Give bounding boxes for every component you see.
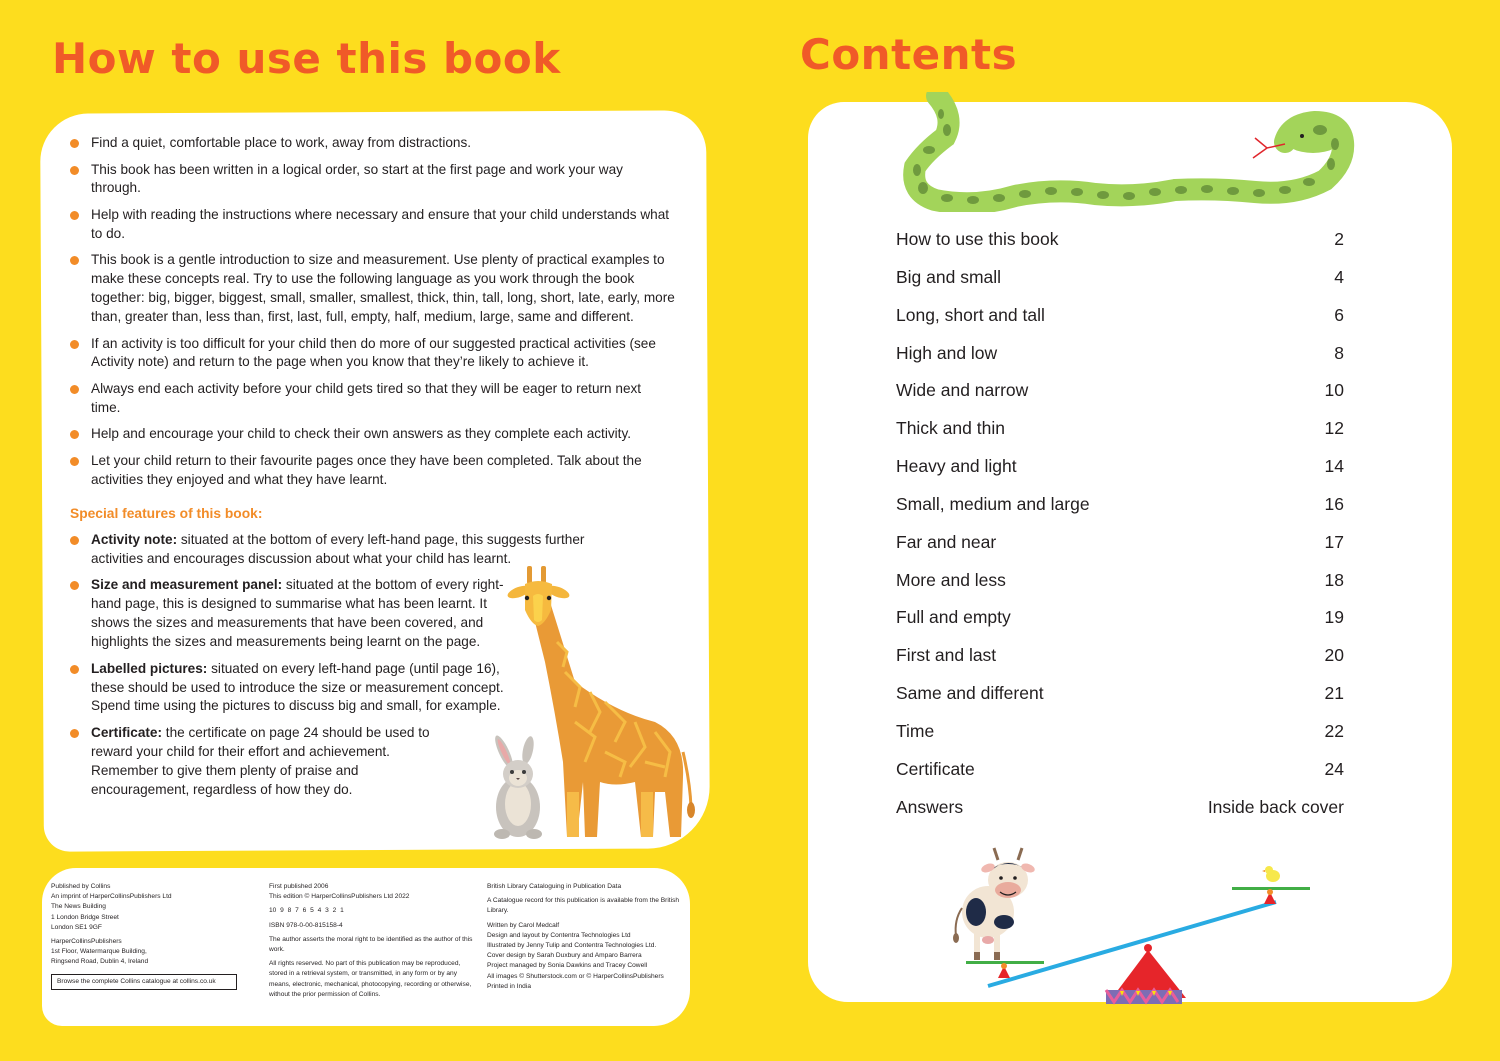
toc-label: Time bbox=[896, 720, 935, 741]
toc-page: 21 bbox=[1324, 683, 1344, 704]
feature-item: Size and measurement panel: situated at the bottom of every right-hand page, this is designed to summarise what has been learnt. It shows the sizes and measurements that have been covered, and highlights the sizes and measurements being learnt on the page. bbox=[68, 576, 528, 652]
toc-entry[interactable] bbox=[896, 721, 1344, 759]
toc-entry[interactable] bbox=[896, 380, 1344, 418]
feature-item: Labelled pictures: situated on every left-hand page (until page 16), these should be used to introduce the size or measurement concept. Spend time using the pictures to discuss big and small, for example. bbox=[68, 660, 508, 717]
bullet-icon bbox=[70, 166, 79, 175]
toc-label: Full and empty bbox=[896, 607, 1011, 628]
bullet-icon bbox=[70, 581, 79, 590]
bullet-icon bbox=[70, 256, 79, 265]
toc-entry[interactable] bbox=[896, 570, 1344, 608]
toc-entry[interactable] bbox=[896, 305, 1344, 343]
toc-label: Same and different bbox=[896, 683, 1044, 704]
toc-page: 17 bbox=[1324, 531, 1344, 552]
toc-page: 18 bbox=[1324, 569, 1344, 590]
page-title-contents: Contents bbox=[800, 30, 1018, 79]
toc-label: Certificate bbox=[896, 758, 975, 779]
imprint-copyright-column: First published 2006 This edition © HarperCollinsPublishers Ltd 2022 10 9 8 7 6 5 4 3 2 1 ISBN 978-0-00-815158-4 The author asserts the moral right to be identified as the author of this work. All rights reserved. No part of this publication may be reproduced, stored in a retrieval system, or transmitted, in any form or by any means, electronic, mechanical, photocopying, recording or otherwise, without the prior permission of Collins. bbox=[269, 883, 473, 998]
toc-label: Thick and thin bbox=[896, 418, 1005, 439]
bullet-icon bbox=[70, 665, 79, 674]
toc-label: Far and near bbox=[896, 531, 997, 552]
imprint-publisher-column: Published by Collins An imprint of HarperCollinsPublishers Ltd The News Building 1 London Bridge Street London SE1 9GF HarperCollinsPublishers 1st Floor, Watermarque Building, Ringsend Road, Dublin 4, Ireland bbox=[51, 883, 172, 966]
feature-item: Certificate: the certificate on page 24 should be used to reward your child for their effort and achievement. Remember to give them plenty of praise and encouragement, regardless of how they do. bbox=[68, 724, 458, 800]
instruction-item: This book is a gentle introduction to size and measurement. Use plenty of practical examples to make these concepts real. Try to use the following language as you work through the book together: big, bigger, biggest, small, smaller, smallest, thick, thin, tall, long, short, late, early, more than, greater than, less than, first, last, full, empty, half, medium, large, same and different. bbox=[68, 251, 680, 327]
feature-term: Size and measurement panel: bbox=[91, 577, 283, 593]
instruction-item: Let your child return to their favourite pages once they have been completed. Talk about the activities they enjoyed and what they have learnt. bbox=[68, 452, 663, 490]
toc-page: 20 bbox=[1324, 645, 1344, 666]
bullet-icon bbox=[70, 385, 79, 394]
toc-entry[interactable] bbox=[896, 683, 1344, 721]
toc-entry[interactable] bbox=[896, 797, 1344, 835]
page-title-how-to-use: How to use this book bbox=[52, 34, 561, 83]
bullet-icon bbox=[70, 211, 79, 220]
feature-term: Certificate: bbox=[91, 724, 163, 740]
toc-entry[interactable] bbox=[896, 229, 1344, 267]
toc-page: 6 bbox=[1334, 304, 1344, 325]
toc-entry[interactable] bbox=[896, 645, 1344, 683]
toc-page: 12 bbox=[1324, 418, 1344, 439]
toc-entry[interactable] bbox=[896, 418, 1344, 456]
toc-label: Big and small bbox=[896, 266, 1002, 287]
toc-page: 14 bbox=[1324, 456, 1344, 477]
bullet-icon bbox=[70, 139, 79, 148]
bullet-icon bbox=[70, 729, 79, 738]
toc-page: 22 bbox=[1324, 720, 1344, 741]
instruction-item: Find a quiet, comfortable place to work, away from distractions. bbox=[68, 134, 680, 153]
special-features-heading: Special features of this book: bbox=[70, 506, 263, 521]
toc-entry[interactable] bbox=[896, 759, 1344, 797]
instruction-item: This book has been written in a logical order, so start at the first page and work your way through. bbox=[68, 161, 643, 199]
toc-label: Heavy and light bbox=[896, 456, 1017, 477]
toc-entry[interactable] bbox=[896, 456, 1344, 494]
instruction-item: If an activity is too difficult for your child then do more of our suggested practical activities (see Activity note) and return to the page when you know that they’re likely to achieve it. bbox=[68, 335, 680, 373]
bullet-icon bbox=[70, 340, 79, 349]
seesaw-illustration bbox=[950, 840, 1320, 1005]
snake-illustration bbox=[895, 92, 1355, 212]
features-list bbox=[68, 531, 585, 807]
bullet-icon bbox=[70, 430, 79, 439]
feature-term: Activity note: bbox=[91, 532, 178, 547]
toc-entry[interactable] bbox=[896, 343, 1344, 381]
toc-label: How to use this book bbox=[896, 229, 1059, 249]
instruction-item: Help and encourage your child to check their own answers as they complete each activity. bbox=[68, 425, 680, 444]
feature-term: Labelled pictures: bbox=[91, 660, 208, 676]
feature-item: Activity note: situated at the bottom of every left-hand page, this suggests further activities and encourages discussion about what your child has learnt. bbox=[68, 531, 628, 569]
toc-page: 2 bbox=[1334, 229, 1344, 249]
bullet-icon bbox=[70, 457, 79, 466]
toc-page: 8 bbox=[1334, 342, 1344, 363]
instructions-list bbox=[68, 134, 680, 497]
catalogue-link[interactable]: Browse the complete Collins catalogue at collins.co.uk bbox=[51, 974, 237, 990]
instruction-item: Always end each activity before your child gets tired so that they will be eager to return next time. bbox=[68, 380, 658, 418]
toc-label: Wide and narrow bbox=[896, 380, 1029, 401]
toc-page: 10 bbox=[1324, 380, 1344, 401]
rabbit-illustration bbox=[488, 732, 548, 840]
toc-entry[interactable] bbox=[896, 494, 1344, 532]
toc-page: 19 bbox=[1324, 607, 1344, 628]
instruction-item: Help with reading the instructions where necessary and ensure that your child understands what to do. bbox=[68, 206, 673, 244]
toc-entry[interactable] bbox=[896, 267, 1344, 305]
toc-label: First and last bbox=[896, 645, 997, 666]
toc-page: 16 bbox=[1324, 493, 1344, 514]
imprint-credits-column: British Library Cataloguing in Publication Data A Catalogue record for this publication is available from the British Library. Written by Carol Medcalf Design and layout by Contentra Technologies Ltd Illustrated by Jenny Tulip and Contentra Technologies Ltd. Cover design by Sarah Duxbury and Amparo Barrera Project managed by Sonia Dawkins and Tracey Cowell All images © Shutterstock.com or © HarperCollinsPublishers Printed in India bbox=[487, 883, 680, 990]
toc-label: More and less bbox=[896, 569, 1006, 590]
table-of-contents bbox=[896, 229, 1344, 835]
toc-label: Small, medium and large bbox=[896, 493, 1090, 514]
toc-entry[interactable] bbox=[896, 607, 1344, 645]
toc-page: Inside back cover bbox=[1207, 796, 1344, 817]
toc-label: Long, short and tall bbox=[896, 304, 1045, 325]
toc-label: High and low bbox=[896, 342, 998, 363]
toc-entry[interactable] bbox=[896, 532, 1344, 570]
toc-page: 24 bbox=[1324, 758, 1344, 779]
toc-page: 4 bbox=[1334, 266, 1344, 287]
bullet-icon bbox=[70, 536, 79, 545]
toc-label: Answers bbox=[896, 796, 964, 817]
